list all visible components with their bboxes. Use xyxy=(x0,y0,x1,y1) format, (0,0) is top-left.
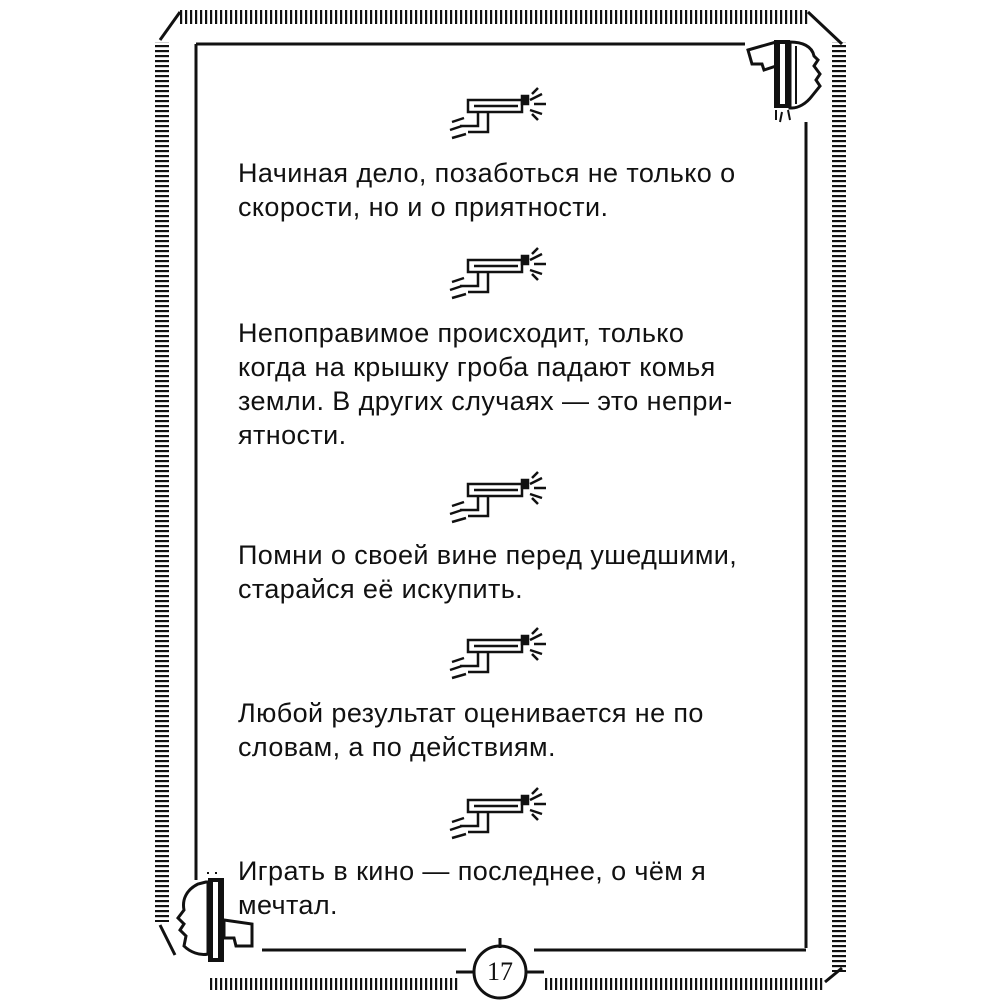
pistol-icon xyxy=(438,86,550,144)
aphorism-paragraph xyxy=(238,316,764,452)
text-line: мечтал. xyxy=(238,890,338,920)
text-line: скорости, но и о приятности. xyxy=(238,192,609,222)
pistol-icon xyxy=(438,246,550,304)
text-line: Непоправимое происходит, только xyxy=(238,318,685,348)
aphorism-paragraph xyxy=(238,696,764,764)
aphorism-paragraph xyxy=(238,854,764,922)
silhouette-with-pistol-icon xyxy=(740,36,830,126)
text-line: когда на крышку гроба падают комья xyxy=(238,352,716,382)
page-number: 17 xyxy=(487,957,513,986)
pistol-icon xyxy=(438,786,550,844)
text-line: земли. В других случаях — это непри- xyxy=(238,386,733,416)
text-line: Любой результат оценивается не по xyxy=(238,698,704,728)
text-line: старайся её искупить. xyxy=(238,574,524,604)
text-line: Играть в кино — последнее, о чём я xyxy=(238,856,707,886)
aphorism-paragraph xyxy=(238,538,764,606)
text-line: Начиная дело, позаботься не только о xyxy=(238,158,736,188)
pistol-icon xyxy=(438,626,550,684)
text-line: словам, а по действиям. xyxy=(238,732,556,762)
pistol-icon xyxy=(438,470,550,528)
text-line: ятности. xyxy=(238,420,347,450)
aphorism-paragraph xyxy=(238,156,764,224)
text-line: Помни о своей вине перед ушедшими, xyxy=(238,540,738,570)
